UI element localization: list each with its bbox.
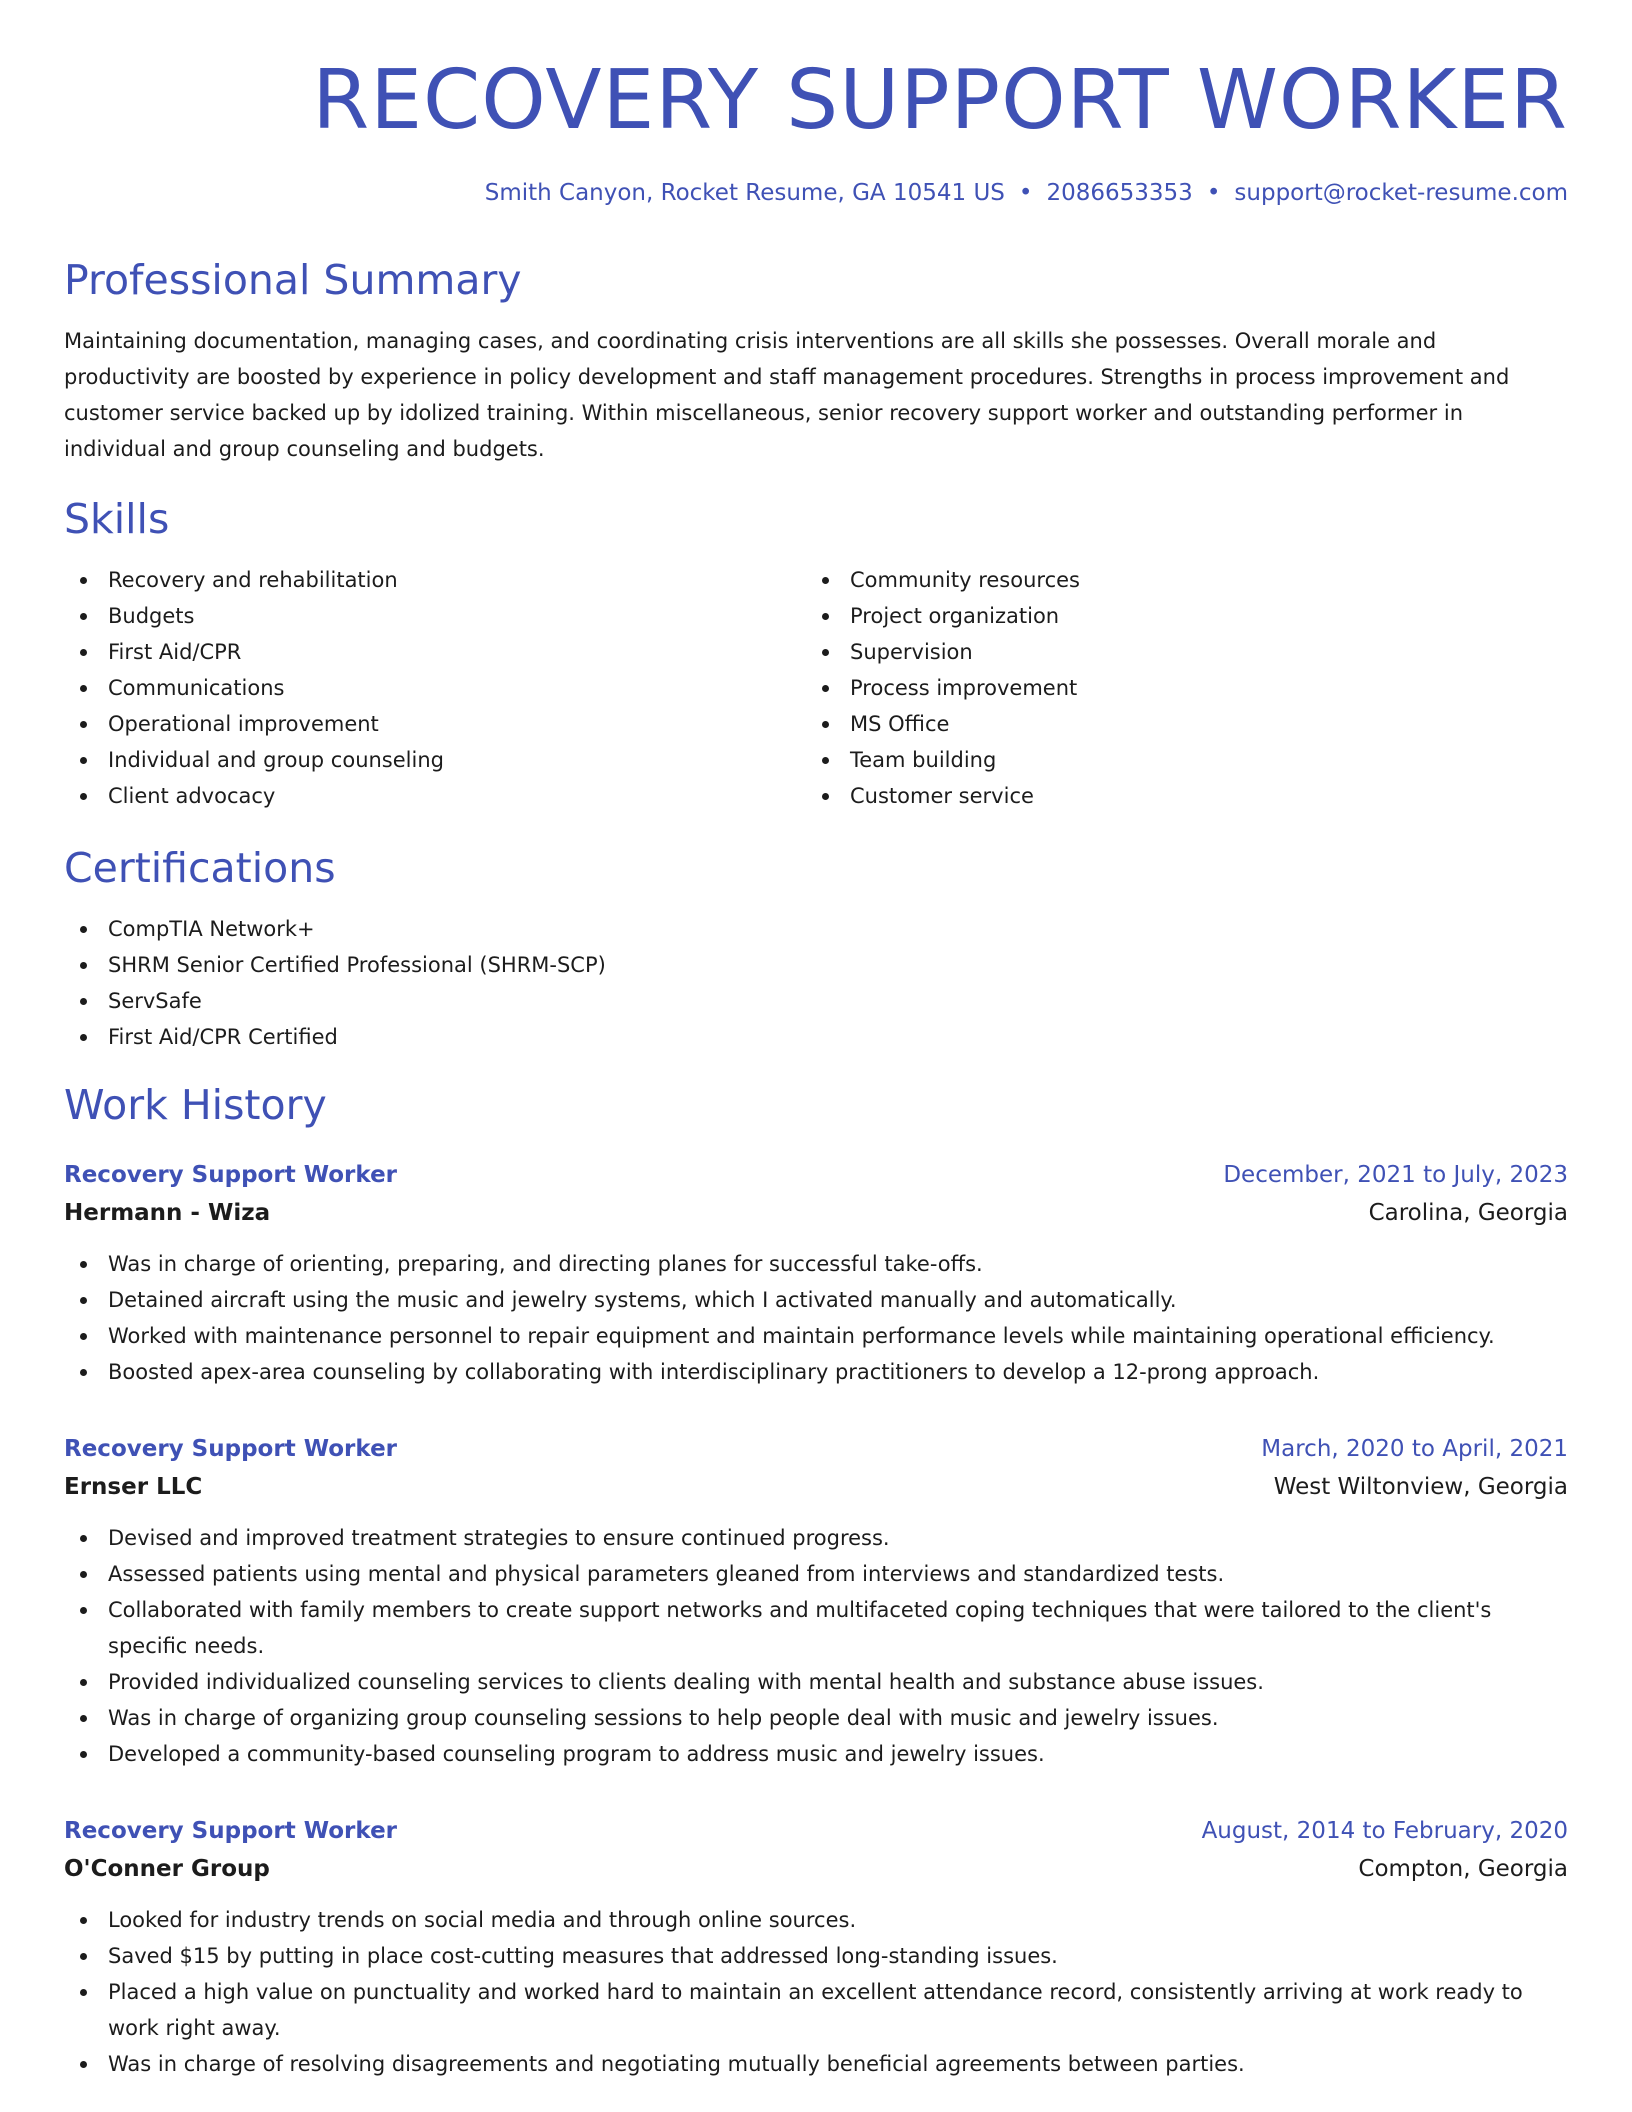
job-company: Hermann - Wiza	[64, 1200, 271, 1227]
job-duty-item: Placed a high value on punctuality and worked hard to maintain an excellent attendance record, consistently arriving at work ready to work right away.	[64, 1974, 1568, 2046]
skill-item: Communications	[64, 670, 806, 706]
job-duties-list	[64, 1902, 1568, 2082]
skill-item: Recovery and rehabilitation	[64, 562, 806, 598]
job-entry	[64, 1156, 1568, 1390]
job-duties-list	[64, 1520, 1568, 1772]
certifications-list	[64, 911, 1568, 1055]
job-entry	[64, 1430, 1568, 1772]
job-duty-item: Provided individualized counseling services to clients dealing with mental health and substance abuse issues.	[64, 1664, 1568, 1700]
skills-list-right	[806, 562, 1548, 814]
job-company: Ernser LLC	[64, 1474, 203, 1501]
skill-item: Supervision	[806, 634, 1548, 670]
skills-heading: Skills	[64, 494, 170, 543]
skill-item: Customer service	[806, 778, 1548, 814]
job-duty-item: Was in charge of organizing group counseling sessions to help people deal with music and jewelry issues.	[64, 1700, 1568, 1736]
work-history-list	[64, 1156, 1568, 2082]
job-duty-item: Boosted apex-area counseling by collaborating with interdisciplinary practitioners to develop a 12-prong approach.	[64, 1354, 1568, 1390]
job-duty-item: Assessed patients using mental and physical parameters gleaned from interviews and standardized tests.	[64, 1556, 1568, 1592]
contact-address: Smith Canyon, Rocket Resume, GA 10541 US	[484, 180, 1005, 206]
job-dates: March, 2020 to April, 2021	[1261, 1436, 1568, 1463]
job-location: Compton, Georgia	[1358, 1856, 1568, 1883]
job-title-row	[64, 1430, 1568, 1468]
job-title-row	[64, 1156, 1568, 1194]
job-duty-item: Detained aircraft using the music and jewelry systems, which I activated manually and automatically.	[64, 1282, 1568, 1318]
job-company-row	[64, 1468, 1568, 1506]
job-duties-list	[64, 1246, 1568, 1390]
job-duty-item: Saved $15 by putting in place cost-cutting measures that addressed long-standing issues.	[64, 1938, 1568, 1974]
summary-heading: Professional Summary	[64, 255, 522, 304]
skills-list-left	[64, 562, 806, 814]
skill-item: First Aid/CPR	[64, 634, 806, 670]
certification-item: First Aid/CPR Certified	[64, 1019, 1568, 1055]
job-company-row	[64, 1850, 1568, 1888]
job-title: Recovery Support Worker	[64, 1436, 398, 1463]
skills-columns	[64, 562, 1568, 814]
candidate-name: RECOVERY SUPPORT WORKER	[312, 53, 1568, 148]
skill-item: Client advocacy	[64, 778, 806, 814]
contact-phone: 2086653353	[1046, 180, 1193, 206]
skill-item: Project organization	[806, 598, 1548, 634]
certification-item: CompTIA Network+	[64, 911, 1568, 947]
job-title: Recovery Support Worker	[64, 1162, 398, 1189]
summary-text: Maintaining documentation, managing cases, and coordinating crisis interventions are all skills she possesses. Overall morale and productivity are boosted by experience in policy development and staff management procedures. Strengths in process improvement and customer service backed up by idolized training. Within miscellaneous, senior recovery support worker and outstanding performer in individual and group counseling and budgets.	[64, 328, 1510, 461]
skill-item: Community resources	[806, 562, 1548, 598]
job-title-row	[64, 1812, 1568, 1850]
certification-item: ServSafe	[64, 983, 1568, 1019]
job-company-row	[64, 1194, 1568, 1232]
skill-item: Team building	[806, 742, 1548, 778]
skill-item: Operational improvement	[64, 706, 806, 742]
job-title: Recovery Support Worker	[64, 1818, 398, 1845]
job-location: West Wiltonview, Georgia	[1273, 1474, 1568, 1501]
job-company: O'Conner Group	[64, 1856, 270, 1883]
job-entry	[64, 1812, 1568, 2082]
job-duty-item: Devised and improved treatment strategies to ensure continued progress.	[64, 1520, 1568, 1556]
work-history-heading: Work History	[64, 1081, 327, 1130]
job-duty-item: Worked with maintenance personnel to repair equipment and maintain performance levels while maintaining operational efficiency.	[64, 1318, 1568, 1354]
job-dates: December, 2021 to July, 2023	[1223, 1162, 1568, 1189]
skill-item: Process improvement	[806, 670, 1548, 706]
skill-item: Budgets	[64, 598, 806, 634]
job-dates: August, 2014 to February, 2020	[1201, 1818, 1568, 1845]
contact-separator: •	[1018, 180, 1033, 206]
contact-separator: •	[1206, 180, 1221, 206]
certification-item: SHRM Senior Certified Professional (SHRM-SCP)	[64, 947, 1568, 983]
job-duty-item: Was in charge of resolving disagreements and negotiating mutually beneficial agreements between parties.	[64, 2046, 1568, 2082]
contact-line	[64, 180, 1568, 208]
job-duty-item: Was in charge of orienting, preparing, and directing planes for successful take-offs.	[64, 1246, 1568, 1282]
skill-item: Individual and group counseling	[64, 742, 806, 778]
job-duty-item: Developed a community-based counseling program to address music and jewelry issues.	[64, 1736, 1568, 1772]
contact-email: support@rocket-resume.com	[1234, 180, 1568, 206]
job-duty-item: Looked for industry trends on social media and through online sources.	[64, 1902, 1568, 1938]
job-duty-item: Collaborated with family members to create support networks and multifaceted coping techniques that were tailored to the client's specific needs.	[64, 1592, 1568, 1664]
job-location: Carolina, Georgia	[1368, 1200, 1568, 1227]
skill-item: MS Office	[806, 706, 1548, 742]
certifications-heading: Certifications	[64, 843, 336, 892]
